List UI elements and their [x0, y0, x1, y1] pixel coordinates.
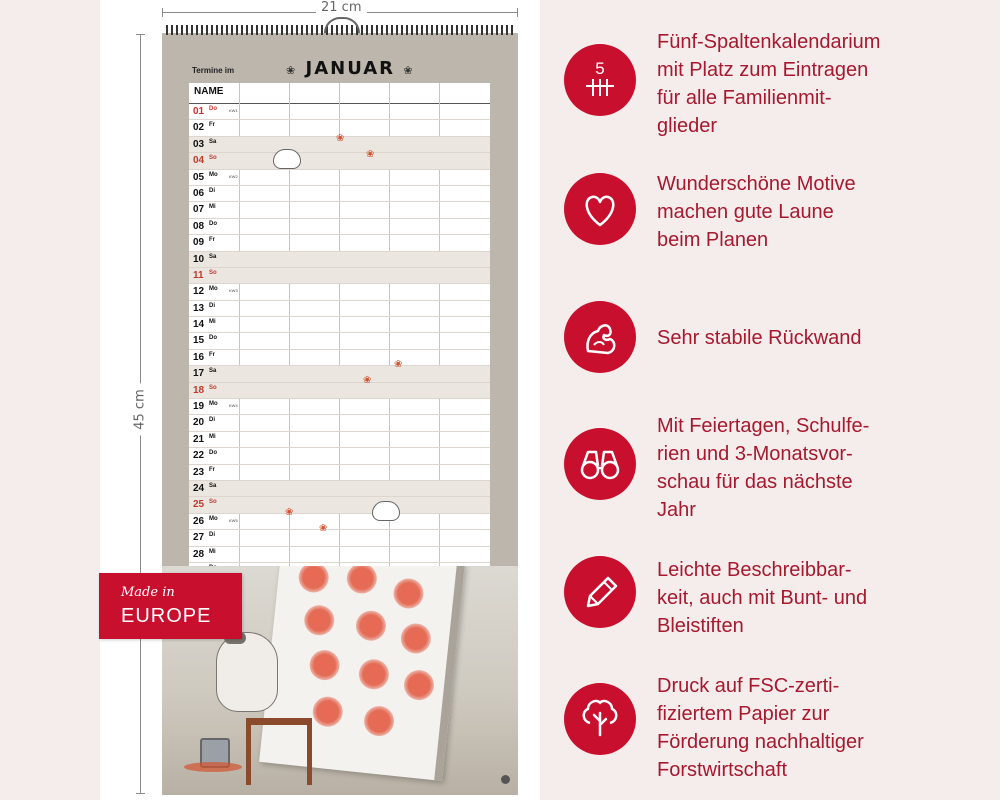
day-row [189, 547, 490, 563]
feature-5-text [657, 556, 997, 640]
weekday-label: Di [209, 187, 215, 194]
paw-icon: ❀ [286, 64, 298, 77]
rose-motif [345, 566, 378, 595]
binoculars-icon [564, 428, 636, 500]
day-number: 05 [193, 171, 205, 183]
feature-5-line: Bleistiften [657, 615, 744, 637]
weekday-label: Mi [209, 548, 216, 555]
rose-motif [297, 566, 330, 594]
weekday-label: Mo [209, 515, 218, 522]
month-name: JANUAR [305, 58, 396, 79]
day-row [189, 497, 490, 513]
day-row [189, 235, 490, 251]
badge-big-text: EUROPE [121, 605, 212, 627]
weekday-label: Fr [209, 466, 215, 473]
day-row [189, 284, 490, 300]
feature-2-text [657, 170, 997, 254]
weekday-label: So [209, 155, 217, 162]
five-columns-icon [564, 44, 636, 116]
day-number: 06 [193, 187, 205, 199]
weekday-label: Mi [209, 433, 216, 440]
weekday-label: So [209, 269, 217, 276]
month-title [286, 58, 415, 79]
day-number: 02 [193, 122, 205, 134]
week-number: KW2 [229, 173, 238, 179]
day-number: 04 [193, 155, 205, 167]
day-rows [189, 104, 490, 572]
rose-motif [311, 695, 344, 728]
paw-print-icon: ❀ [366, 149, 375, 160]
feature-4-line: Jahr [657, 499, 696, 521]
feature-6-line: Förderung nachhaltiger [657, 731, 864, 753]
rose-motif [399, 622, 432, 655]
feature-1-line: glieder [657, 115, 718, 137]
weekday-label: Mi [209, 204, 216, 211]
day-number: 12 [193, 286, 205, 298]
feature-5-line: Leichte Beschreibbar- [657, 559, 852, 581]
weekday-label: So [209, 384, 217, 391]
day-row [189, 252, 490, 268]
day-row [189, 465, 490, 481]
weekday-label: Sa [209, 138, 217, 145]
day-number: 08 [193, 220, 205, 232]
paw-print-icon: ❀ [394, 359, 403, 370]
paw-print-icon: ❀ [285, 507, 294, 518]
day-number: 19 [193, 401, 205, 413]
publisher-seal [501, 775, 510, 784]
day-row [189, 481, 490, 497]
name-label: NAME [194, 86, 224, 97]
paw-icon: ❀ [403, 64, 415, 77]
weekday-label: Fr [209, 122, 215, 129]
paint-spill [184, 762, 242, 772]
day-row [189, 301, 490, 317]
day-number: 09 [193, 237, 205, 249]
feature-2-line: machen gute Laune [657, 201, 834, 223]
day-number: 10 [193, 253, 205, 265]
pencil-icon [564, 556, 636, 628]
weekday-label: Di [209, 417, 215, 424]
weekday-label: Do [209, 220, 217, 227]
day-row [189, 186, 490, 202]
weekday-label: Fr [209, 237, 215, 244]
weekday-label: Mi [209, 319, 216, 326]
day-number: 17 [193, 368, 205, 380]
rose-motif [357, 658, 390, 691]
feature-4-line: schau für das nächste [657, 471, 853, 493]
day-number: 07 [193, 204, 205, 216]
day-number: 15 [193, 335, 205, 347]
day-row [189, 202, 490, 218]
rose-motif [303, 604, 336, 637]
rose-motif [392, 577, 425, 610]
feature-1-line: Fünf-Spaltenkalendarium [657, 31, 881, 53]
day-number: 22 [193, 450, 205, 462]
day-row [189, 514, 490, 530]
day-row [189, 219, 490, 235]
calendar-grid [189, 83, 490, 572]
day-number: 20 [193, 417, 205, 429]
calendar-header-label: Termine im [192, 66, 235, 75]
bicep-icon [564, 301, 636, 373]
day-number: 26 [193, 515, 205, 527]
weekday-label: Do [209, 450, 217, 457]
feature-6-line: fiziertem Papier zur [657, 703, 830, 725]
day-row [189, 333, 490, 349]
day-row [189, 268, 490, 284]
day-number: 16 [193, 351, 205, 363]
feature-4-text [657, 412, 997, 524]
paw-print-icon: ❀ [319, 523, 328, 534]
rose-motif [363, 705, 396, 738]
weekday-label: Di [209, 532, 215, 539]
feature-4-line: rien und 3-Monatsvor- [657, 443, 853, 465]
day-number: 28 [193, 548, 205, 560]
tree-icon [564, 683, 636, 755]
rose-motif [403, 669, 436, 702]
feature-5-line: keit, auch mit Bunt- und [657, 587, 868, 609]
day-row [189, 170, 490, 186]
weekday-label: Di [209, 302, 215, 309]
day-row [189, 448, 490, 464]
day-number: 23 [193, 466, 205, 478]
day-number: 18 [193, 384, 205, 396]
day-row [189, 399, 490, 415]
week-number: KW1 [229, 108, 238, 113]
day-number: 01 [193, 106, 205, 117]
height-dimension-label: 45 cm [133, 384, 148, 436]
day-number: 27 [193, 532, 205, 544]
day-number: 24 [193, 482, 205, 494]
painting-cat [216, 632, 278, 712]
weekday-label: Mo [209, 171, 218, 178]
day-row [189, 383, 490, 399]
badge-small-text: Made in [121, 585, 175, 600]
weekday-label: Do [209, 335, 217, 342]
day-number: 13 [193, 302, 205, 314]
week-number: KW3 [229, 288, 238, 294]
weekday-label: Fr [209, 351, 215, 358]
rose-motif [308, 649, 341, 682]
feature-3-text [657, 324, 997, 352]
week-number: KW4 [229, 403, 238, 409]
weekday-label: So [209, 499, 217, 506]
cat-doodle-icon [372, 501, 400, 521]
day-row [189, 366, 490, 382]
feature-3-line: Sehr stabile Rückwand [657, 327, 862, 349]
day-row [189, 153, 490, 169]
weekday-label: Mo [209, 286, 218, 293]
width-dimension-label: 21 cm [316, 0, 367, 15]
weekday-label: Sa [209, 482, 217, 489]
rose-motif [354, 609, 387, 642]
feature-1-line: für alle Familienmit- [657, 87, 832, 109]
week-number: KW5 [229, 517, 238, 523]
weekday-label: Sa [209, 253, 217, 260]
wooden-stool [246, 718, 312, 785]
feature-6-text [657, 672, 997, 784]
weekday-label: Mo [209, 401, 218, 408]
day-number: 21 [193, 433, 205, 445]
feature-1-text [657, 28, 997, 140]
made-in-europe-badge [99, 573, 242, 639]
feature-6-line: Druck auf FSC-zerti- [657, 675, 840, 697]
cat-doodle-icon [273, 149, 301, 169]
day-row [189, 415, 490, 431]
feature-6-line: Forstwirtschaft [657, 759, 788, 781]
feature-2-line: Wunderschöne Motive [657, 173, 856, 195]
day-row [189, 317, 490, 333]
day-row [189, 104, 490, 120]
paw-print-icon: ❀ [336, 133, 345, 144]
day-row [189, 530, 490, 546]
day-number: 14 [193, 319, 205, 331]
weekday-label: Sa [209, 368, 217, 375]
day-number: 03 [193, 138, 205, 150]
paw-print-icon: ❀ [363, 375, 372, 386]
feature-1-line: mit Platz zum Eintragen [657, 59, 869, 81]
feature-4-line: Mit Feiertagen, Schulfe- [657, 415, 870, 437]
day-row [189, 432, 490, 448]
weekday-label: Do [209, 106, 217, 112]
five-columns-icon-number: 5 [595, 59, 605, 78]
day-row [189, 350, 490, 366]
day-number: 11 [193, 269, 204, 281]
feature-2-line: beim Planen [657, 229, 769, 251]
day-number: 25 [193, 499, 205, 511]
heart-icon [564, 173, 636, 245]
